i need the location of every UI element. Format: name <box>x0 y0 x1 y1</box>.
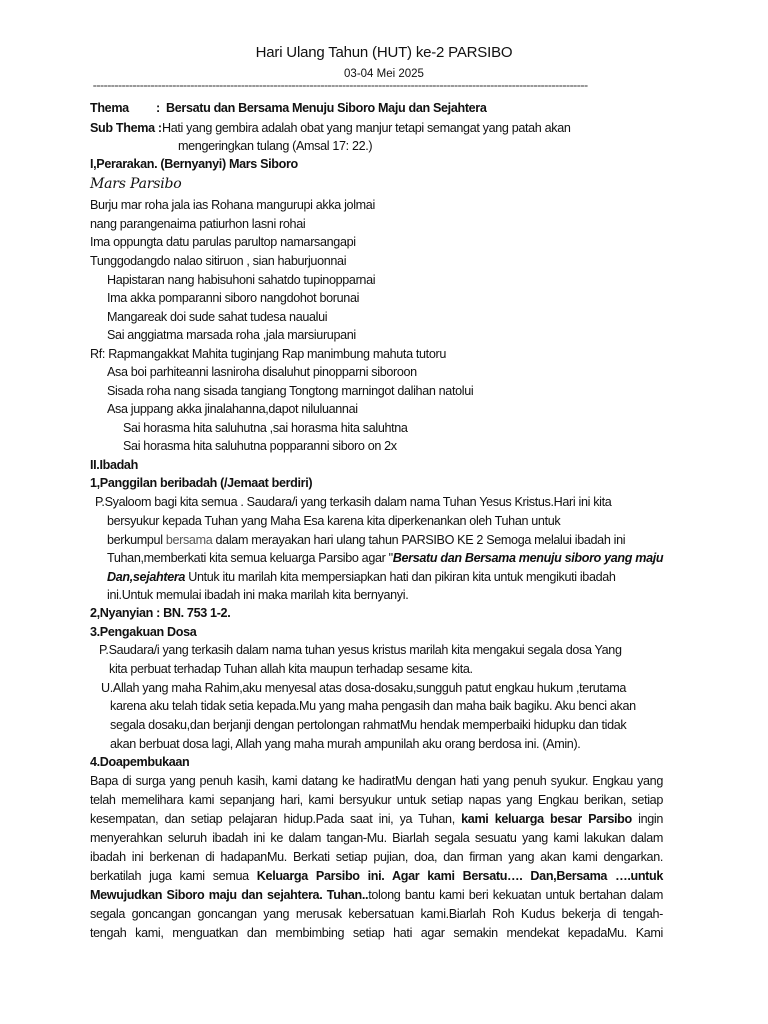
song-refrain-line: Asa boi parhiteanni lasniroha disaluhut pinopparni siboroon <box>107 365 417 379</box>
song-title: Mars Parsibo <box>90 176 182 192</box>
prayer-emphasis: . Tuhan.. <box>319 888 369 902</box>
prayer-emphasis: Keluarga Parsibo ini <box>256 869 382 883</box>
song-refrain-line: Rf: Rapmangakkat Mahita tuginjang Rap manimbung mahuta tutoru <box>90 347 446 361</box>
song-refrain-line: Sisada roha nang sisada tangiang Tongtong marningot dalihan natolui <box>107 384 474 398</box>
song-line: Ima oppungta datu parulas parultop namarsangapi <box>90 235 356 249</box>
song-line: Tunggodangdo nalao sitiruon , sian haburjuonnai <box>90 254 347 268</box>
paragraph-line <box>107 550 663 567</box>
paragraph-line: karena aku telah tidak setia kepada.Mu yang maha pengasih dan maha baik bagiku. Aku benci akan <box>110 699 636 713</box>
prayer-emphasis: . Agar kami Bersatu…. Dan,Bersama ….untuk <box>381 869 664 883</box>
paragraph-text: Untuk itu marilah kita mempersiapkan hati dan pikiran kita untuk mengikuti ibadah <box>188 570 616 584</box>
thema-text: Bersatu dan Bersama Menuju Siboro Maju dan Sejahtera <box>166 101 487 115</box>
song-line: nang parangenaima patiurhon lasni rohai <box>90 217 306 231</box>
prayer-text: kesempatan, dan setiap pelajaran hidup.Pada saat ini, ya Tuhan, <box>90 812 455 826</box>
subsection-call-to-worship: 1,Panggilan beribadah (/Jemaat berdiri) <box>90 476 313 490</box>
prayer-text: ingin <box>638 812 664 826</box>
theme-emphasis: Dan,sejahtera <box>107 570 186 584</box>
subthema-label: Sub Thema : <box>90 121 162 135</box>
prayer-line: Bapa di surga yang penuh kasih, kami datang ke hadiratMu dengan hati yang penuh syukur. Engkau yang <box>90 774 663 788</box>
paragraph-line <box>107 532 625 549</box>
song-line: Hapistaran nang habisuhoni sahatdo tupinopparnai <box>107 273 376 287</box>
subsection-confession: 3.Pengakuan Dosa <box>90 625 197 639</box>
paragraph-line: segala dosaku,dan berjanji dengan pertolongan rahmatMu hendak memperbaiki hidupku dan tidak <box>110 718 627 732</box>
subsection-opening-prayer: 4.Doapembukaan <box>90 755 190 769</box>
prayer-line <box>90 811 663 828</box>
prayer-text: tolong bantu kami beri kekuatan untuk bertahan dalam <box>368 888 664 902</box>
paragraph-line: P.Saudara/i yang terkasih dalam nama tuhan yesus kristus marilah kita mengakui segala dosa Yang <box>99 643 622 657</box>
section1-heading: I,Perarakan. (Bernyanyi) Mars Siboro <box>90 157 298 171</box>
subthema-text-line2: mengeringkan tulang (Amsal 17: 22.) <box>178 139 373 153</box>
separator-rule: ========================================================================================================================================= <box>93 84 588 90</box>
prayer-text: berkatilah juga kami semua <box>90 869 249 883</box>
prayer-emphasis: kami keluarga besar Parsibo <box>461 812 632 826</box>
paragraph-line: P.Syaloom bagi kita semua . Saudara/i yang terkasih dalam nama Tuhan Yesus Kristus.Hari ini kita <box>95 495 612 509</box>
paragraph-text: Tuhan,memberkati kita semua keluarga Parsibo agar " <box>107 551 393 565</box>
paragraph-word: berkumpul <box>107 533 163 547</box>
document-date: 03-04 Mei 2025 <box>344 68 424 80</box>
song-refrain-line: Sai horasma hita saluhutna ,sai horasma hita saluhtna <box>123 421 408 435</box>
prayer-line: ibadah ini berkenan di hadapanMu. Berkati setiap pujian, doa, dan firman yang akan kami dengarkan. <box>90 850 663 864</box>
paragraph-line: akan berbuat dosa lagi, Allah yang maha murah ampunilah aku orang berdosa ini. (Amin). <box>110 737 581 751</box>
prayer-line <box>90 868 663 885</box>
paragraph-line: bersyukur kepada Tuhan yang Maha Esa karena kita diperkenankan oleh Tuhan untuk <box>107 514 561 528</box>
paragraph-word: bersama <box>165 533 213 547</box>
section2-heading: II.Ibadah <box>90 458 138 472</box>
thema-label: Thema <box>90 101 129 115</box>
song-refrain-line: Asa juppang akka jinalahanna,dapot niluluannai <box>107 402 358 416</box>
song-refrain-line: Sai horasma hita saluhutna popparanni siboro on 2x <box>123 439 397 453</box>
paragraph-line: U.Allah yang maha Rahim,aku menyesal atas dosa-dosaku,sungguh patut engkau hukum ,terutama <box>101 681 627 695</box>
song-line: Sai anggiatma marsada roha ,jala marsiurupani <box>107 328 356 342</box>
prayer-line: menyerahkan seluruh ibadah ini ke dalam tangan-Mu. Biarlah segala sesuatu yang kami lakukan dalam <box>90 831 663 845</box>
paragraph-line <box>107 569 616 586</box>
prayer-line: tengah kami, menguatkan dan membimbing setiap hati agar semakin mendekat kepadaMu. Kami <box>90 926 663 940</box>
song-line: Mangareak doi sude sahat tudesa naualui <box>107 310 328 324</box>
prayer-emphasis: Mewujudkan Siboro maju dan sejahtera <box>90 888 320 902</box>
paragraph-line: ini.Untuk memulai ibadah ini maka marilah kita bernyanyi. <box>107 588 409 602</box>
song-line: Burju mar roha jala ias Rohana mangurupi akka jolmai <box>90 198 375 212</box>
song-line: Ima akka pomparanni siboro nangdohot borunai <box>107 291 360 305</box>
theme-emphasis: Bersatu dan Bersama menuju siboro yang maju <box>392 551 664 565</box>
prayer-line: segala goncangan goncangan yang merusak kebersatuan kami.Biarlah Roh Kudus bekerja di tengah- <box>90 907 663 921</box>
thema-separator: : <box>156 101 160 115</box>
paragraph-line: kita perbuat terhadap Tuhan allah kita maupun terhadap sesame kita. <box>109 662 473 676</box>
prayer-line: telah memelihara kami sepanjang hari, kami bersyukur untuk setiap napas yang Engkau berikan, setiap <box>90 793 663 807</box>
document-title: Hari Ulang Tahun (HUT) ke-2 PARSIBO <box>255 44 513 61</box>
subthema-text-line1: Hati yang gembira adalah obat yang manjur tetapi semangat yang patah akan <box>162 121 571 135</box>
paragraph-word: dalam merayakan hari ulang tahun PARSIBO KE 2 Semoga melalui ibadah ini <box>215 533 626 547</box>
prayer-line <box>90 887 663 904</box>
subsection-hymn: 2,Nyanyian : BN. 753 1-2. <box>90 606 231 620</box>
